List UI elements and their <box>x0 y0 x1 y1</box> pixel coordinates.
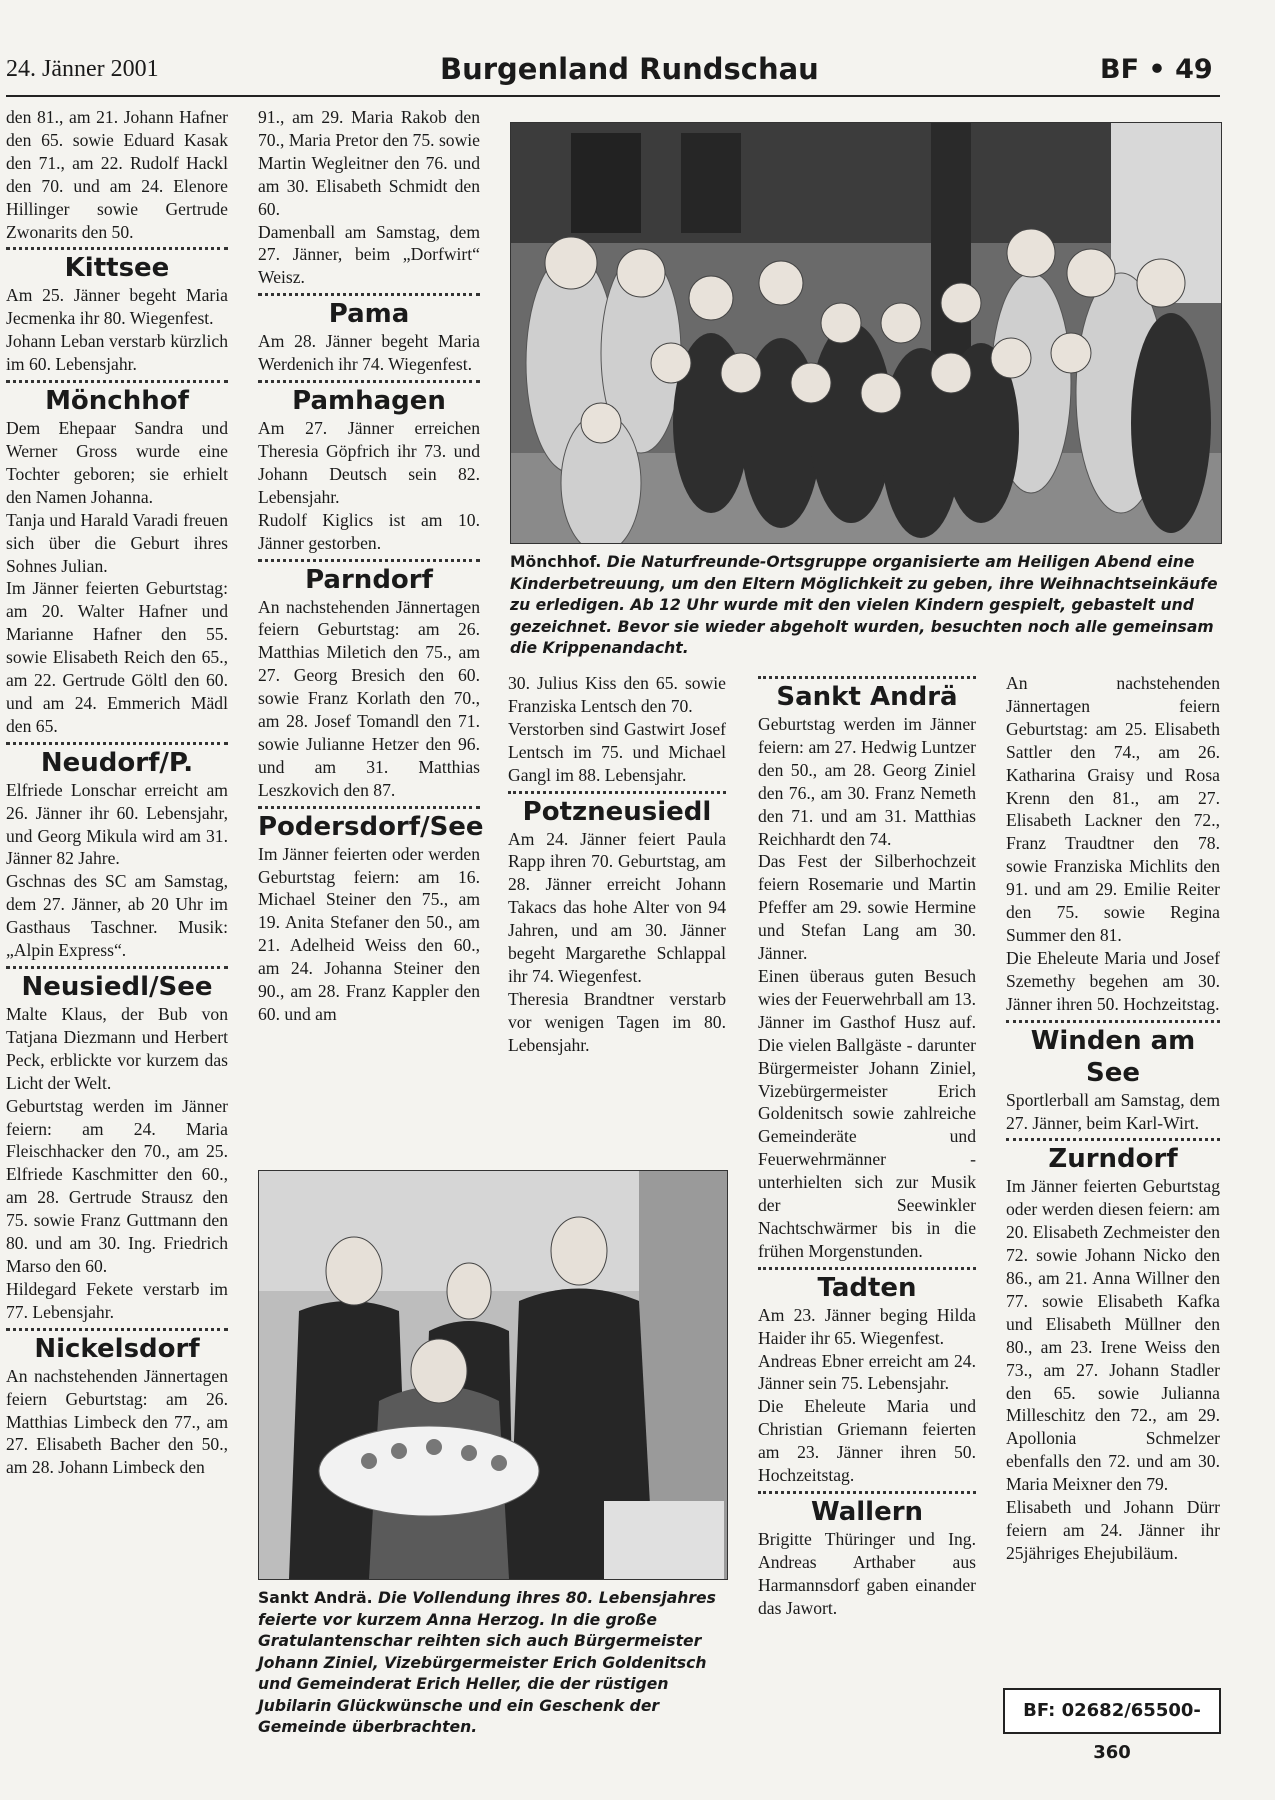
section-title-winden: Winden am See <box>1030 1025 1196 1088</box>
section-sankt-andrae <box>758 676 976 1263</box>
section-title-pamhagen: Pamhagen <box>292 386 446 417</box>
paragraph: Im Jänner feierten oder werden Geburtstag feiern: am 16. Michael Steiner den 75., am 19. Anita Stefaner den 50., am 21. Adelheid Weiss den 60., am 24. Johanna Steiner den 90., am 28. Franz Kappler den 60. und am <box>258 843 480 1024</box>
header-rule <box>6 95 1220 97</box>
paragraph: Andreas Ebner erreicht am 24. Jänner sein 75. Lebensjahr. <box>758 1350 976 1394</box>
paragraph: Am 24. Jänner feiert Paula Rapp ihren 70. Geburtstag, am 28. Jänner erreicht Johann Takacs das hohe Alter von 94 Jahren, und am 30. Jänner begeht Margarethe Schlappal ihr 74. Wiegenfest. <box>508 828 726 986</box>
section-parndorf <box>258 559 480 802</box>
section-kittsee <box>6 247 228 376</box>
column-2 <box>258 106 484 1026</box>
section-title-podersdorf: Podersdorf/See <box>258 811 484 842</box>
paragraph: An nachstehenden Jännertagen feiern Geburtstag: am 26. Matthias Miletich den 75., am 27. Georg Bresich den 60. sowie Franz Korlath den 70., am 28. Josef Tomandl den 71. sowie Julianne Hetzer den 96. und am 31. Matthias Leszkovich den 87. <box>258 596 480 800</box>
section-podersdorf <box>258 806 484 1026</box>
section-neudorf <box>6 742 228 962</box>
column-3 <box>508 672 726 1057</box>
section-nickelsdorf <box>6 1328 228 1480</box>
section-title-potzneusiedl: Potzneusiedl <box>522 796 712 827</box>
paragraph: An nachstehenden Jännertagen feiern Geburtstag: am 26. Matthias Limbeck den 77., am 27. Elisabeth Bacher den 50., am 28. Johann Limbeck den <box>6 1365 228 1478</box>
paragraph: Am 25. Jänner begeht Maria Jecmenka ihr 80. Wiegenfest. <box>6 285 228 329</box>
caption-text: Die Vollendung ihres 80. Lebensjahres feierte vor kurzem Anna Herzog. In die große Gratulantenschar reihten sich auch Bürgermeister Johann Ziniel, Vizebürgermeister Erich Goldenitsch und Gemeinderat Erich Heller, die der rüstigen Jubilarin Glückwünsche und ein Geschenk der Gemeinde überbrachten. <box>258 1589 716 1736</box>
paragraph: Die Eheleute Maria und Josef Szemethy begehen am 30. Jänner ihren 50. Hochzeitstag. <box>1006 947 1220 1014</box>
paragraph: Am 23. Jänner beging Hilda Haider ihr 65. Wiegenfest. <box>758 1304 976 1348</box>
section-title-kittsee: Kittsee <box>64 253 170 284</box>
section-title-moenchhof: Mönchhof <box>45 386 189 417</box>
paragraph: Johann Leban verstarb kürzlich im 60. Lebensjahr. <box>6 331 228 375</box>
section-title-sankt-andrae: Sankt Andrä <box>776 682 958 712</box>
paragraph: Malte Klaus, der Bub von Tatjana Diezmann und Herbert Peck, erblickte vor kurzem das Licht der Welt. <box>6 1004 228 1093</box>
section-title-nickelsdorf: Nickelsdorf <box>34 1333 200 1364</box>
column-1 <box>6 106 228 1479</box>
section-moenchhof <box>6 380 228 738</box>
section-title-parndorf: Parndorf <box>305 564 433 595</box>
paragraph: Verstorben sind Gastwirt Josef Lentsch im 75. und Michael Gangl im 88. Lebensjahr. <box>508 718 726 785</box>
section-wallern <box>758 1491 976 1620</box>
photo-sankt-andrae-caption <box>258 1588 726 1739</box>
paragraph: Damenball am Samstag, dem 27. Jänner, beim „Dorfwirt“ Weisz. <box>258 221 480 288</box>
paragraph: Am 27. Jänner erreichen Theresia Göpfrich ihr 73. und Johann Deutsch sein 82. Lebensjahr. <box>258 418 480 507</box>
column-1-intro: den 81., am 21. Johann Hafner den 65. sowie Eduard Kasak den 71., am 22. Rudolf Hackl den 70. und am 24. Elenore Hillinger sowie Gertrude Zwonarits den 50. <box>6 107 228 242</box>
section-title-tadten: Tadten <box>817 1272 917 1303</box>
section-potzneusiedl <box>508 791 726 1057</box>
paragraph: Hildegard Fekete verstarb im 77. Lebensjahr. <box>6 1278 228 1322</box>
column-5 <box>1006 672 1220 1565</box>
section-neusiedl <box>6 966 228 1324</box>
section-pamhagen <box>258 380 480 554</box>
section-title-pama: Pama <box>328 299 410 330</box>
caption-location: Sankt Andrä. <box>258 1589 373 1607</box>
caption-text: Die Naturfreunde-Ortsgruppe organisierte am Heiligen Abend eine Kinderbetreuung, um den Eltern Möglichkeit zu geben, ihre Weihnachtseinkäufe zu erledigen. Ab 12 Uhr wurde mit den vielen Kindern gespielt, gebastelt und gezeichnet. Bevor sie wieder abgeholt wurden, besuchten noch alle gemeinsam die Krippenandacht. <box>510 553 1218 657</box>
section-title-zurndorf: Zurndorf <box>1048 1144 1178 1175</box>
section-title-neudorf: Neudorf/P. <box>40 747 194 778</box>
section-title-neusiedl: Neusiedl/See <box>21 972 213 1002</box>
section-zurndorf <box>1006 1138 1220 1564</box>
caption-location: Mönchhof. <box>510 553 602 571</box>
page-number: BF • 49 <box>1100 54 1213 85</box>
paragraph: Das Fest der Silberhochzeit feiern Rosemarie und Martin Pfeffer am 29. sowie Hermine und Stefan Lang am 30. Jänner. <box>758 851 976 964</box>
photo-sankt-andrae-jubilee <box>258 1170 728 1580</box>
section-tadten <box>758 1267 976 1487</box>
paragraph: Im Jänner feierten Geburtstag: am 20. Walter Hafner und Marianne Hafner den 55. sowie Elisabeth Reich den 65., am 22. Gertrude Göltl den 60. und am 24. Emmerich Mädl den 65. <box>6 578 228 736</box>
section-winden <box>1006 1020 1220 1135</box>
column-3-intro: 30. Julius Kiss den 65. sowie Franziska Lentsch den 70. <box>508 673 726 716</box>
issue-date: 24. Jänner 2001 <box>6 56 159 82</box>
photo-moenchhof-children <box>510 122 1222 544</box>
paragraph: Tanja und Harald Varadi freuen sich über die Geburt ihres Sohnes Julian. <box>6 509 228 576</box>
column-2-intro: 91., am 29. Maria Rakob den 70., Maria Pretor den 75. sowie Martin Wegleitner den 76. und am 30. Elisabeth Schmidt den 60. <box>258 107 480 219</box>
paragraph: Geburtstag werden im Jänner feiern: am 24. Maria Fleischhacker den 70., am 25. Elfriede Kaschmitter den 60., am 28. Gertrude Strausz den 75. sowie Franz Guttmann den 80. und am 30. Ing. Friedrich Marso den 60. <box>6 1095 228 1276</box>
paragraph: Geburtstag werden im Jänner feiern: am 27. Hedwig Luntzer den 50., am 28. Georg Ziniel den 76., am 30. Franz Nemeth den 71. und am 31. Matthias Reichhardt den 74. <box>758 714 976 849</box>
photo-moenchhof-caption <box>510 552 1220 660</box>
paragraph: Am 28. Jänner begeht Maria Werdenich ihr 74. Wiegenfest. <box>258 331 480 375</box>
column-5-intro: An nachstehenden Jännertagen feiern Geburtstag: am 25. Elisabeth Sattler den 74., am 26. Katharina Graisy und Rosa Krenn den 81., am 27. Elisabeth Lackner den 72., Franz Traudtner den 78. sowie Franziska Michlits den 91. und am 29. Emilie Reiter den 75. sowie Regina Summer den 81. <box>1006 673 1220 945</box>
paragraph: Dem Ehepaar Sandra und Werner Gross wurde eine Tochter geboren; sie erhielt den Namen Johanna. <box>6 418 228 507</box>
contact-phone-box: BF: 02682/65500-360 <box>1003 1688 1221 1734</box>
paragraph: Gschnas des SC am Samstag, dem 27. Jänner, ab 20 Uhr im Gasthaus Taschner. Musik: „Alpin Express“. <box>6 871 228 961</box>
paragraph: Elisabeth und Johann Dürr feiern am 24. Jänner ihr 25jähriges Ehejubiläum. <box>1006 1497 1220 1563</box>
section-title-wallern: Wallern <box>810 1497 924 1527</box>
paragraph: Einen überaus guten Besuch wies der Feuerwehrball am 13. Jänner im Gasthof Husz auf. Die vielen Ballgäste - darunter Bürgermeister Johann Ziniel, Vizebürgermeister Erich Goldenitsch sowie zahlreiche Gemeinderäte und Feuerwehrmänner - unterhielten sich zur Musik der Seewinkler Nachtschwärmer bis in die frühen Morgenstunden. <box>758 965 976 1261</box>
paragraph: Die Eheleute Maria und Christian Griemann feierten am 23. Jänner ihren 50. Hochzeitstag. <box>758 1396 976 1486</box>
paragraph: Theresia Brandtner verstarb vor wenigen Tagen im 80. Lebensjahr. <box>508 988 726 1055</box>
column-4 <box>758 672 976 1620</box>
section-pama <box>258 293 480 376</box>
paragraph: Elfriede Lonschar erreicht am 26. Jänner ihr 60. Lebensjahr, und Georg Mikula wird am 31. Jänner 82 Jahre. <box>6 779 228 869</box>
paragraph: Brigitte Thüringer und Ing. Andreas Arthaber aus Harmannsdorf gaben einander das Jawort. <box>758 1529 976 1618</box>
paragraph: Sportlerball am Samstag, dem 27. Jänner, beim Karl-Wirt. <box>1006 1089 1220 1133</box>
paragraph: Rudolf Kiglics ist am 10. Jänner gestorben. <box>258 509 480 553</box>
newspaper-title: Burgenland Rundschau <box>440 52 819 86</box>
paragraph: Im Jänner feierten Geburtstag oder werden diesen feiern: am 20. Elisabeth Zechmeister den 72. sowie Johann Nicko den 86., am 21. Anna Willner den 77. sowie Elisabeth Kafka und Elisabeth Müllner den 80., am 23. Irene Weiss den 73., am 27. Johann Stadler den 65. sowie Julianna Milleschitz den 72., am 29. Apollonia Schmelzer ebenfalls den 72. und am 30. Maria Meixner den 79. <box>1006 1176 1220 1495</box>
